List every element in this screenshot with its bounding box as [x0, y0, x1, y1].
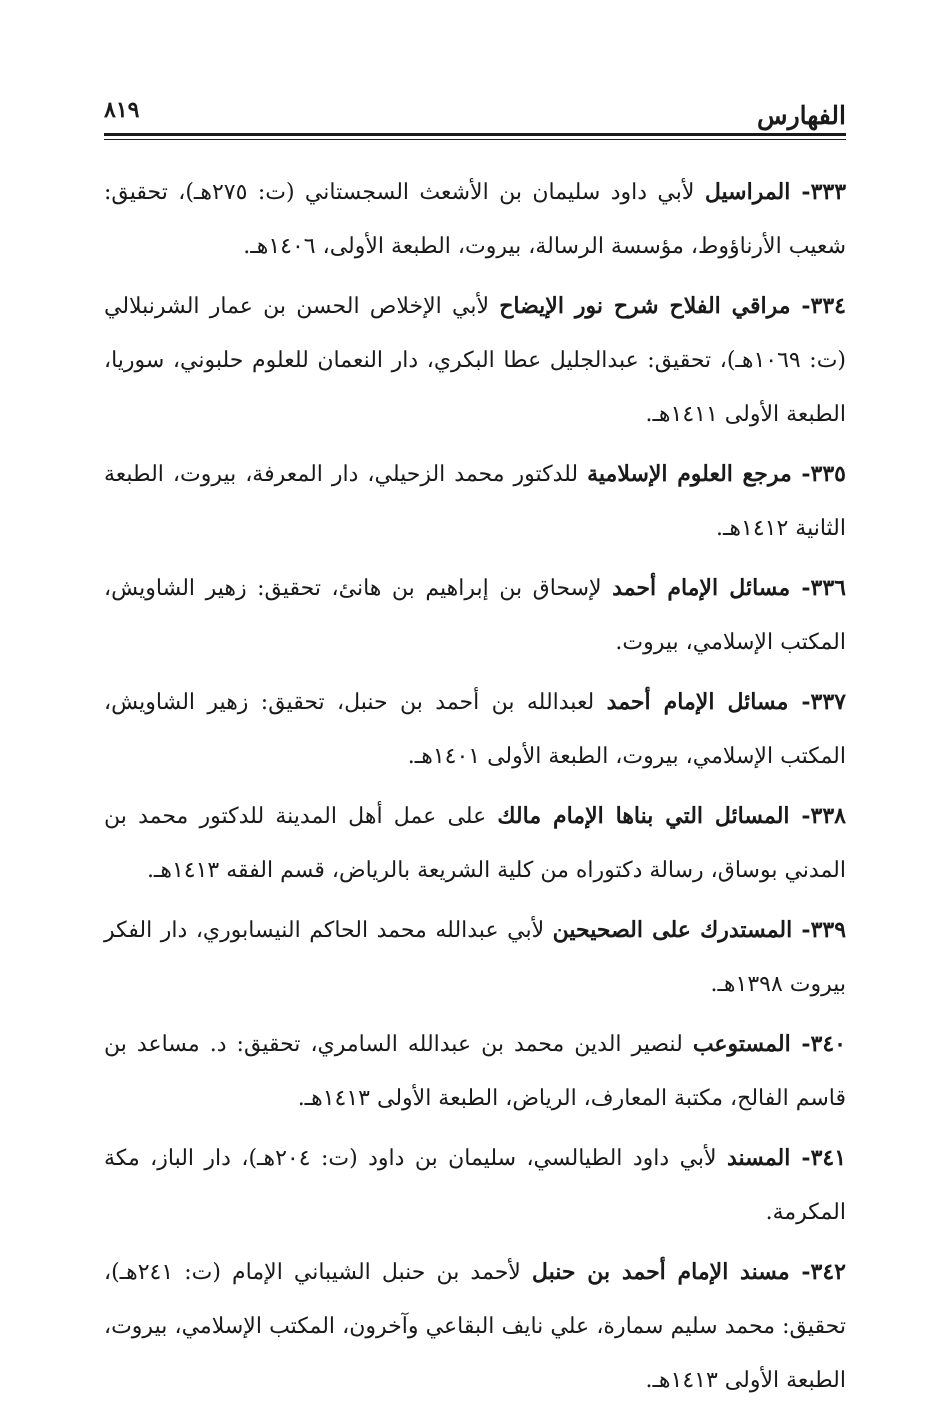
bibliography-entry-336: [104, 561, 846, 670]
bibliography-entry-339: [104, 903, 846, 1012]
bibliography-entry-333: [104, 165, 846, 274]
entry-body: لعبدالله بن أحمد بن حنبل، تحقيق: زهير الشاويش، المكتب الإسلامي، بيروت، الطبعة الأولى ١٤٠١هـ.: [104, 690, 846, 769]
entry-title: ٣٣٨- المسائل التي بناها الإمام مالك: [497, 803, 846, 829]
entry-body: لنصير الدين محمد بن عبدالله السامري، تحقيق: د. مساعد بن قاسم الفالح، مكتبة المعارف، الرياض، الطبعة الأولى ١٤١٣هـ.: [104, 1032, 846, 1111]
bibliography-entry-338: [104, 789, 846, 898]
running-title: الفهارس: [757, 101, 846, 130]
bibliography-list: [104, 165, 846, 1413]
entry-title: ٣٣٩- المستدرك على الصحيحين: [552, 917, 847, 943]
entry-title: ٣٤٢- مسند الإمام أحمد بن حنبل: [531, 1259, 846, 1285]
entry-body: على عمل أهل المدينة للدكتور محمد بن المدني بوساق، رسالة دكتوراه من كلية الشريعة بالرياض، قسم الفقه ١٤١٣هـ.: [104, 804, 846, 883]
entry-body: لأبي الإخلاص الحسن بن عمار الشرنبلالي (ت: ١٠٦٩هـ)، تحقيق: عبدالجليل عطا البكري، دار النعمان للعلوم حلبوني، سوريا، الطبعة الأولى ١٤١١هـ.: [104, 294, 846, 427]
header-rule: [104, 133, 846, 136]
entry-body: لأبي عبدالله محمد الحاكم النيسابوري، دار الفكر بيروت ١٣٩٨هـ.: [104, 918, 846, 997]
entry-body: لأبي داود سليمان بن الأشعث السجستاني (ت: ٢٧٥هـ)، تحقيق: شعيب الأرناؤوط، مؤسسة الرسالة، بيروت، الطبعة الأولى، ١٤٠٦هـ.: [104, 180, 846, 259]
entry-body: للدكتور محمد الزحيلي، دار المعرفة، بيروت، الطبعة الثانية ١٤١٢هـ.: [104, 462, 846, 541]
entry-title: ٣٣٥- مرجع العلوم الإسلامية: [587, 461, 846, 487]
bibliography-entry-337: [104, 675, 846, 784]
bibliography-entry-342: [104, 1245, 846, 1408]
entry-title: ٣٣٦- مسائل الإمام أحمد: [612, 575, 846, 601]
entry-body: لأحمد بن حنبل الشيباني الإمام (ت: ٢٤١هـ)، تحقيق: محمد سليم سمارة، علي نايف البقاعي وآخرون، المكتب الإسلامي، بيروت، الطبعة الأولى ١٤١٣هـ.: [104, 1260, 846, 1393]
page-header: [104, 92, 846, 132]
bibliography-entry-341: [104, 1131, 846, 1240]
entry-body: لأبي داود الطيالسي، سليمان بن داود (ت: ٢٠٤هـ)، دار الباز، مكة المكرمة.: [104, 1146, 846, 1225]
bibliography-entry-340: [104, 1017, 846, 1126]
bibliography-entry-335: [104, 447, 846, 556]
bibliography-entry-334: [104, 279, 846, 442]
entry-title: ٣٣٣- المراسيل: [704, 179, 847, 205]
entry-title: ٣٤١- المسند: [727, 1145, 847, 1171]
entry-title: ٣٣٤- مراقي الفلاح شرح نور الإيضاح: [499, 293, 846, 319]
entry-body: لإسحاق بن إبراهيم بن هانئ، تحقيق: زهير الشاويش، المكتب الإسلامي، بيروت.: [104, 576, 846, 655]
entry-title: ٣٤٠- المستوعب: [692, 1031, 846, 1057]
header-rule-thin: [104, 139, 846, 140]
entry-title: ٣٣٧- مسائل الإمام أحمد: [606, 689, 846, 715]
page-number: ٨١٩: [104, 97, 140, 123]
